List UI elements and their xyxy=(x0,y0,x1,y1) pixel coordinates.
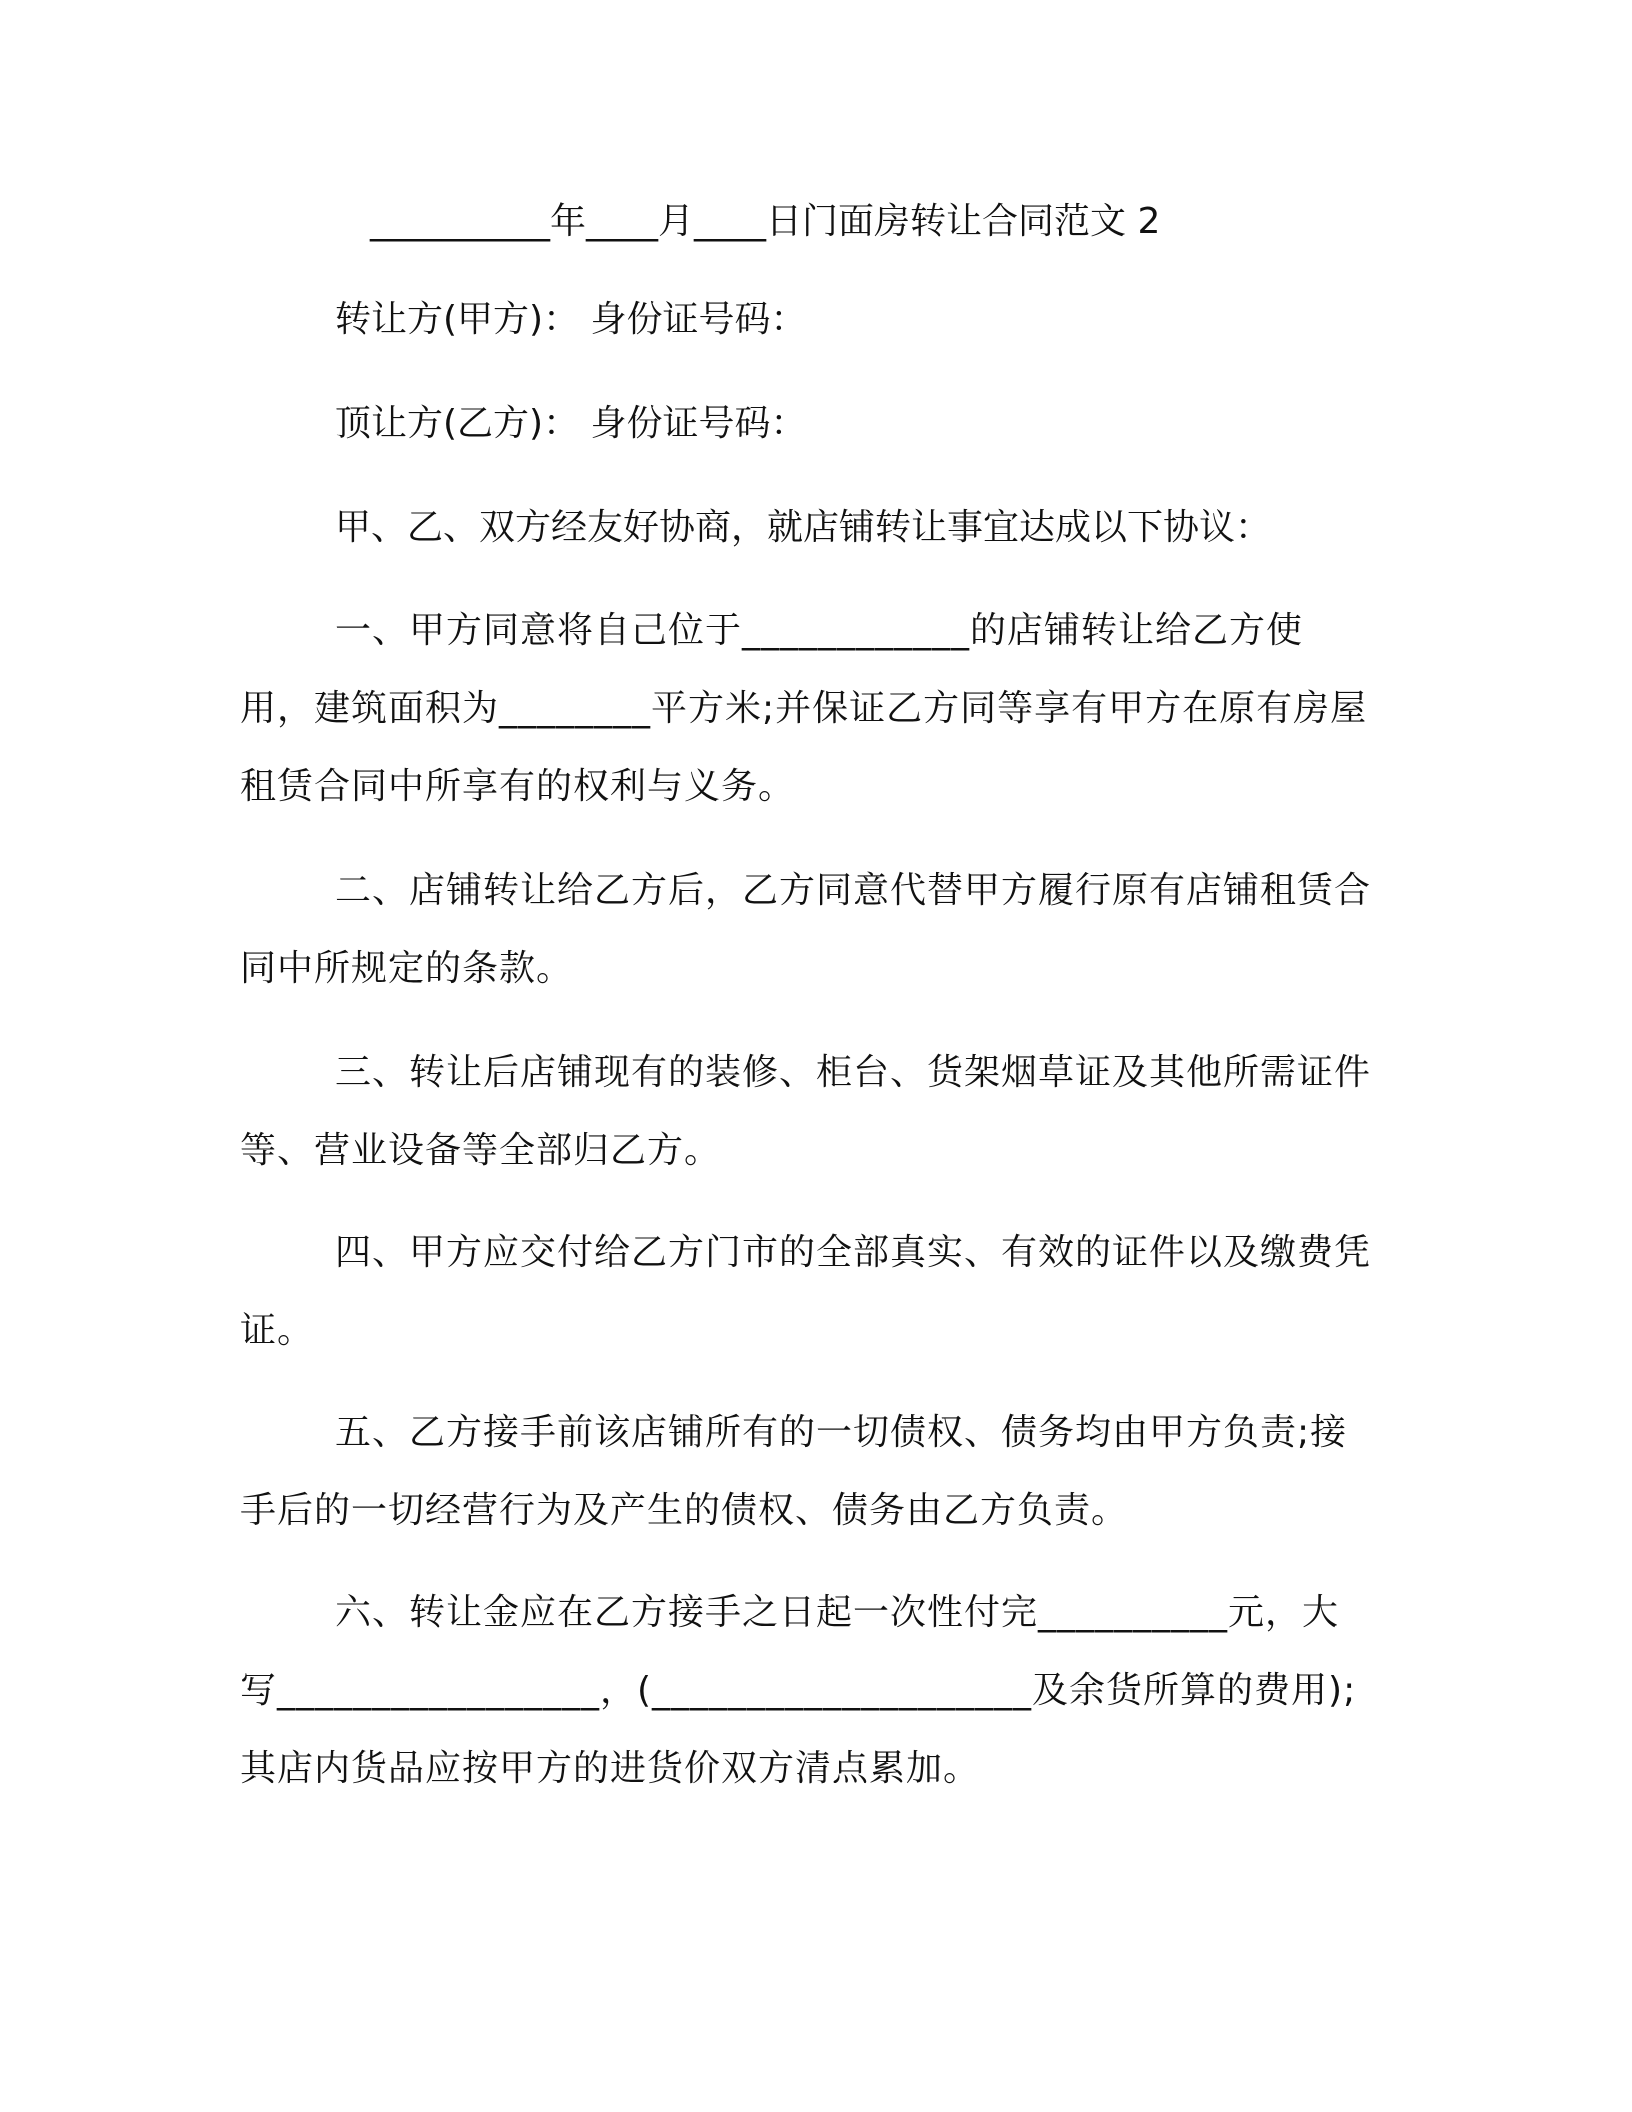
clause-4: 四、甲方应交付给乙方门市的全部真实、有效的证件以及缴费凭证。 xyxy=(240,1232,1372,1351)
clause-6: 六、转让金应在乙方接手之日起一次性付完__________元，大写_________________，(____________________及余货所算的费用);其店内货品应按甲方的进货价双方清点累加。 xyxy=(240,1592,1357,1789)
party-b-line: 顶让方(乙方)： 身份证号码： xyxy=(335,403,807,444)
clause-3: 三、转让后店铺现有的装修、柜台、货架烟草证及其他所需证件等、营业设备等全部归乙方。 xyxy=(240,1052,1372,1171)
clause-2: 二、店铺转让给乙方后，乙方同意代替甲方履行原有店铺租赁合同中所规定的条款。 xyxy=(240,870,1372,989)
clause-1: 一、甲方同意将自己位于____________的店铺转让给乙方使用，建筑面积为________平方米;并保证乙方同等享有甲方在原有房屋租赁合同中所享有的权利与义务。 xyxy=(240,610,1368,807)
document-title: __________年____月____日门面房转让合同范文 2 xyxy=(370,201,1161,242)
intro-line: 甲、乙、双方经友好协商，就店铺转让事宜达成以下协议： xyxy=(335,507,1272,548)
party-a-line: 转让方(甲方)： 身份证号码： xyxy=(335,299,807,340)
clause-5: 五、乙方接手前该店铺所有的一切债权、债务均由甲方负责;接手后的一切经营行为及产生的债权、债务由乙方负责。 xyxy=(240,1412,1348,1531)
